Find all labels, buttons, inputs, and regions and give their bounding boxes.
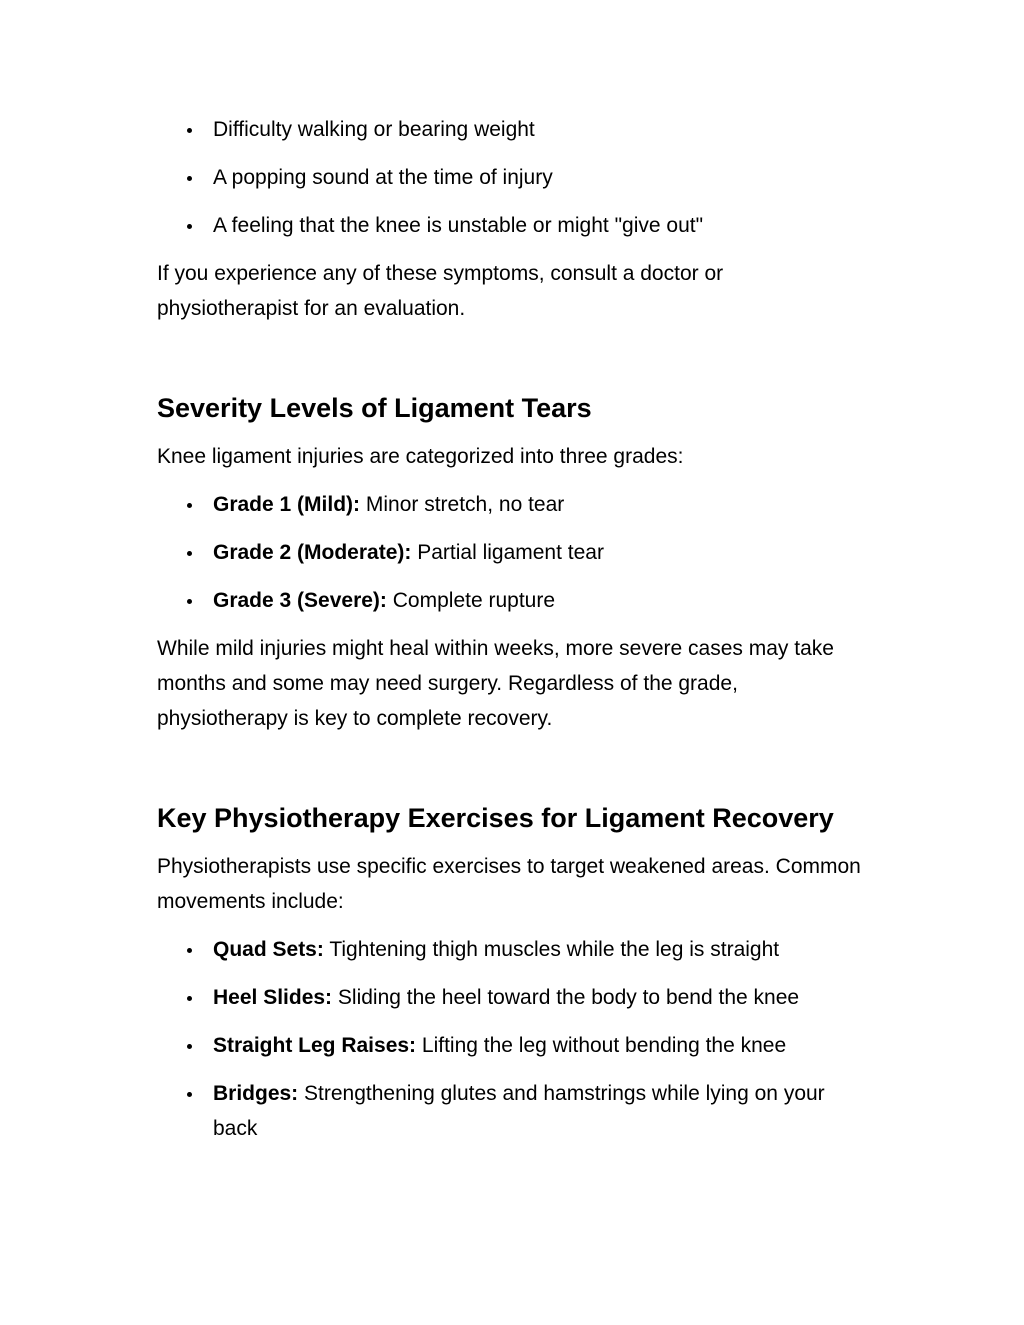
exercises-list [157,932,867,1146]
severity-lead: Knee ligament injuries are categorized into three grades: [157,445,684,468]
severity-heading: Severity Levels of Ligament Tears [157,393,592,423]
symptom-list [157,112,867,243]
list-item: A feeling that the knee is unstable or might "give out" [157,208,867,243]
list-item-term: Grade 1 (Mild): [213,493,361,516]
list-item-term: Grade 3 (Severe): [213,589,387,612]
list-item-desc: Tightening thigh muscles while the leg is straight [323,938,780,961]
document-page [157,112,867,1159]
list-item: Difficulty walking or bearing weight [157,112,867,147]
section-spacer [157,749,867,799]
list-item [157,932,867,967]
list-item-desc: Minor stretch, no tear [360,493,565,516]
list-item-term: Heel Slides: [213,986,333,1009]
list-item-term: Straight Leg Raises: [213,1034,417,1057]
severity-list [157,487,867,618]
list-item [157,583,867,618]
severity-closing: While mild injuries might heal within weeks, more severe cases may take months and some may need surgery. Regardless of the grade, physiotherapy is key to complete recovery. [157,637,834,730]
list-item [157,487,867,522]
list-item: A popping sound at the time of injury [157,160,867,195]
list-item [157,980,867,1015]
list-item-desc: Complete rupture [386,589,556,612]
list-item [157,535,867,570]
list-item-term: Bridges: [213,1082,299,1105]
list-item-term: Grade 2 (Moderate): [213,541,412,564]
list-item [157,1028,867,1063]
list-item-desc: Partial ligament tear [411,541,604,564]
symptom-advice-paragraph: If you experience any of these symptoms, consult a doctor or physiotherapist for an evaluation. [157,262,724,320]
list-item [157,1076,867,1146]
exercises-heading: Key Physiotherapy Exercises for Ligament Recovery [157,803,834,833]
exercises-lead: Physiotherapists use specific exercises to target weakened areas. Common movements include: [157,855,861,913]
list-item-term: Quad Sets: [213,938,324,961]
list-item-desc: Lifting the leg without bending the knee [416,1034,787,1057]
list-item-desc: Sliding the heel toward the body to bend the knee [332,986,800,1009]
section-spacer [157,339,867,389]
list-item-desc: Strengthening glutes and hamstrings while lying on your back [213,1082,825,1140]
